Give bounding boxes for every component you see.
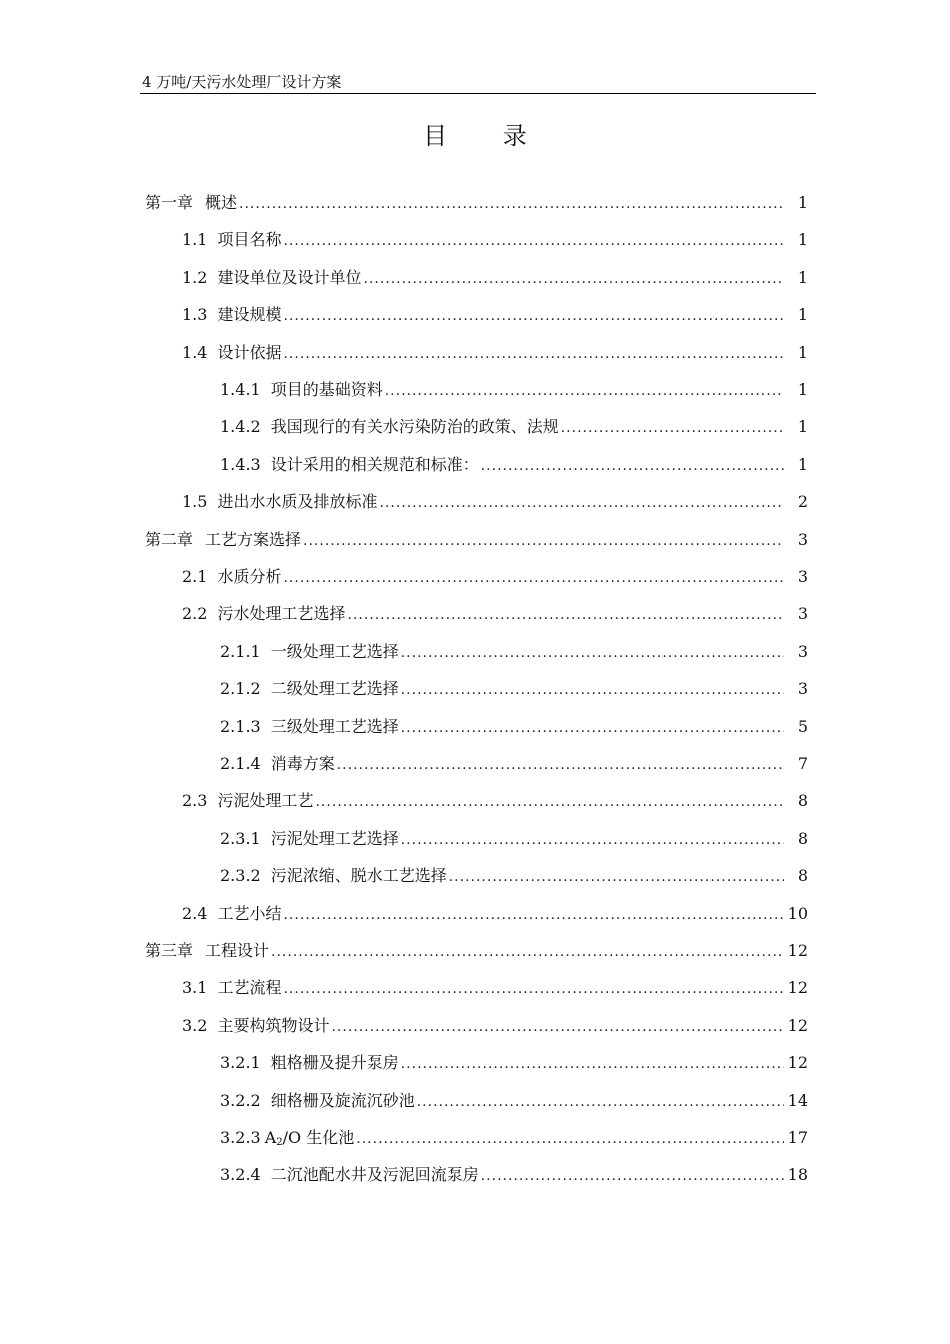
toc-entry-page: 12 xyxy=(787,941,808,960)
toc-entry-label: 污水处理工艺选择 xyxy=(217,604,346,624)
toc-dot-leader xyxy=(363,266,784,292)
toc-entry-number: 2.4 xyxy=(182,903,208,923)
toc-entry-label xyxy=(265,1125,355,1156)
toc-entry-page: 3 xyxy=(797,567,808,586)
toc-entry-label: 细格栅及旋流沉砂池 xyxy=(270,1090,415,1110)
toc-entry[interactable] xyxy=(145,190,808,216)
header-title: 4 万吨/天污水处理厂设计方案 xyxy=(142,73,342,91)
toc-entry[interactable] xyxy=(220,1162,808,1188)
toc-entry-page: 3 xyxy=(797,529,808,549)
toc-dot-leader xyxy=(337,752,784,778)
toc-entry-label: 工程设计 xyxy=(205,941,270,960)
toc-dot-leader xyxy=(401,640,784,666)
toc-entry[interactable] xyxy=(220,377,808,403)
toc-entry-page: 1 xyxy=(797,342,808,362)
toc-entry-label: 进出水水质及排放标准 xyxy=(217,492,378,512)
toc-dot-leader xyxy=(315,789,784,815)
toc-entry-page: 1 xyxy=(797,230,808,250)
toc-entry[interactable] xyxy=(182,601,808,627)
page-header xyxy=(140,68,816,94)
toc-entry-label: 二沉池配水井及污泥回流泵房 xyxy=(270,1165,479,1185)
toc-dot-leader xyxy=(561,415,784,441)
toc-dot-leader xyxy=(385,378,784,404)
toc-entry[interactable] xyxy=(182,227,808,253)
toc-dot-leader xyxy=(401,1051,784,1077)
toc-entry-number: 2.1.2 xyxy=(220,679,261,699)
toc-entry-page: 8 xyxy=(797,791,808,811)
toc-entry[interactable] xyxy=(220,826,808,852)
toc-entry-label: 项目名称 xyxy=(217,230,282,250)
toc-entry-page: 3 xyxy=(797,604,808,624)
toc-entry-label: 项目的基础资料 xyxy=(270,380,383,399)
toc-entry[interactable] xyxy=(220,863,808,889)
toc-dot-leader xyxy=(401,715,784,741)
toc-entry[interactable] xyxy=(182,302,808,328)
toc-entry-number: 3.2.3 xyxy=(220,1128,261,1147)
toc-entry[interactable] xyxy=(220,676,808,702)
toc-dot-leader xyxy=(401,827,784,853)
toc-dot-leader xyxy=(303,528,784,554)
toc-entry-label: 粗格栅及提升泵房 xyxy=(270,1053,399,1073)
toc-entry-number: 2.3.1 xyxy=(220,828,261,848)
toc-entry[interactable] xyxy=(220,1125,808,1151)
toc-entry-number: 1.3 xyxy=(182,305,208,325)
toc-entry-page: 12 xyxy=(787,978,808,998)
toc-entry-page: 14 xyxy=(787,1090,808,1110)
toc-entry-label: 设计采用的相关规范和标准： xyxy=(270,454,479,474)
toc-entry[interactable] xyxy=(220,751,808,777)
toc-entry-page: 2 xyxy=(797,492,808,512)
toc-entry[interactable] xyxy=(182,901,808,927)
toc-entry-number: 3.2 xyxy=(182,1015,208,1035)
toc-entry-number: 1.4.3 xyxy=(220,454,261,474)
toc-entry[interactable] xyxy=(220,414,808,440)
toc-dot-leader xyxy=(271,939,784,965)
toc-dot-leader xyxy=(283,902,784,928)
toc-entry[interactable] xyxy=(220,714,808,740)
toc-dot-leader xyxy=(283,565,784,591)
toc-title: 目 录 xyxy=(423,122,551,150)
toc-entry-label-part: A xyxy=(264,1128,277,1147)
toc-entry-label: 建设规模 xyxy=(217,305,282,325)
toc-entry-number: 2.1.4 xyxy=(220,754,261,773)
toc-dot-leader xyxy=(331,1014,784,1040)
toc-entry[interactable] xyxy=(220,1050,808,1076)
toc-entry-number: 2.3.2 xyxy=(220,866,261,886)
toc-entry-page: 1 xyxy=(797,193,808,212)
toc-entry-number: 3.2.4 xyxy=(220,1165,261,1185)
toc-entry[interactable] xyxy=(182,340,808,366)
toc-entry-page: 18 xyxy=(787,1165,808,1185)
toc-entry[interactable] xyxy=(145,527,808,553)
toc-dot-leader xyxy=(283,341,784,367)
toc-entry-number: 2.3 xyxy=(182,791,208,811)
toc-entry-page: 1 xyxy=(797,305,808,325)
toc-entry-number: 2.1.1 xyxy=(220,641,261,661)
toc-entry-number: 1.4.1 xyxy=(220,380,261,399)
toc-entry-number: 1.1 xyxy=(182,230,208,250)
toc-entry[interactable] xyxy=(220,1088,808,1114)
toc-entry[interactable] xyxy=(182,265,808,291)
toc-entry-label: 工艺方案选择 xyxy=(205,529,302,549)
toc-entry-number: 第一章 xyxy=(145,193,194,212)
toc-entry-label: 设计依据 xyxy=(217,342,282,362)
toc-entry-label: 我国现行的有关水污染防治的政策、法规 xyxy=(270,417,559,437)
toc-entry-page: 3 xyxy=(797,679,808,699)
toc-entry[interactable] xyxy=(182,564,808,590)
toc-entry-number: 3.2.1 xyxy=(220,1053,261,1073)
toc-entry-page: 3 xyxy=(797,641,808,661)
toc-entry-page: 8 xyxy=(797,828,808,848)
toc-dot-leader xyxy=(379,490,784,516)
toc-entry[interactable] xyxy=(182,489,808,515)
toc-entry[interactable] xyxy=(182,975,808,1001)
toc-entry-label: 工艺流程 xyxy=(217,978,282,998)
toc-entry-label: 建设单位及设计单位 xyxy=(217,267,362,287)
toc-dot-leader xyxy=(481,453,784,479)
toc-entry-number: 2.1.3 xyxy=(220,716,261,736)
toc-entry[interactable] xyxy=(220,639,808,665)
toc-entry-page: 10 xyxy=(787,903,808,923)
toc-entry-page: 17 xyxy=(787,1128,808,1147)
toc-dot-leader xyxy=(481,1163,784,1189)
toc-entry-label: 概述 xyxy=(205,193,238,212)
toc-entry[interactable] xyxy=(182,1013,808,1039)
toc-dot-leader xyxy=(283,228,784,254)
toc-entry-label: 消毒方案 xyxy=(270,754,335,773)
toc-entry-number: 1.4 xyxy=(182,342,208,362)
toc-entry-label: 主要构筑物设计 xyxy=(217,1015,330,1035)
toc-entry-label: 污泥处理工艺选择 xyxy=(270,828,399,848)
toc-entry-label: 一级处理工艺选择 xyxy=(270,641,399,661)
toc-entry-label: 二级处理工艺选择 xyxy=(270,679,399,699)
toc-entry[interactable] xyxy=(182,788,808,814)
toc-entry-number: 1.5 xyxy=(182,492,208,512)
toc-dot-leader xyxy=(283,976,784,1002)
toc-entry-number: 第三章 xyxy=(145,941,194,960)
toc-entry-number: 1.4.2 xyxy=(220,417,261,437)
toc-entry-number: 第二章 xyxy=(145,529,194,549)
toc-entry-label: 工艺小结 xyxy=(217,903,282,923)
toc-entry-label-subscript: 2 xyxy=(276,1137,283,1148)
toc-entry-page: 12 xyxy=(787,1015,808,1035)
toc-entry-page: 1 xyxy=(797,380,808,399)
toc-entry-number: 3.1 xyxy=(182,978,208,998)
toc-entry-label: 水质分析 xyxy=(217,567,282,586)
toc-entry-number: 3.2.2 xyxy=(220,1090,261,1110)
toc-entry[interactable] xyxy=(220,452,808,478)
toc-dot-leader xyxy=(239,191,784,217)
toc-dot-leader xyxy=(283,303,784,329)
toc-entry-number: 2.1 xyxy=(182,567,208,586)
toc-dot-leader xyxy=(401,677,784,703)
toc-entry-page: 7 xyxy=(797,754,808,773)
toc-dot-leader xyxy=(449,864,784,890)
toc-entry-page: 8 xyxy=(797,866,808,886)
toc-entry-label-part: /O 生化池 xyxy=(282,1128,355,1147)
toc-dot-leader xyxy=(417,1089,784,1115)
toc-entry-page: 1 xyxy=(797,417,808,437)
toc-entry-page: 5 xyxy=(797,716,808,736)
toc-entry-page: 12 xyxy=(787,1053,808,1073)
toc-entry-label: 污泥处理工艺 xyxy=(217,791,314,811)
toc-entry-label: 三级处理工艺选择 xyxy=(270,716,399,736)
toc-entry-number: 2.2 xyxy=(182,604,208,624)
toc-entry-number: 1.2 xyxy=(182,267,208,287)
toc-entry-page: 1 xyxy=(797,454,808,474)
toc-dot-leader xyxy=(356,1126,784,1152)
toc-entry-page: 1 xyxy=(797,267,808,287)
toc-dot-leader xyxy=(347,602,784,628)
toc-entry-label: 污泥浓缩、脱水工艺选择 xyxy=(270,866,447,886)
toc-entry[interactable] xyxy=(145,938,808,964)
